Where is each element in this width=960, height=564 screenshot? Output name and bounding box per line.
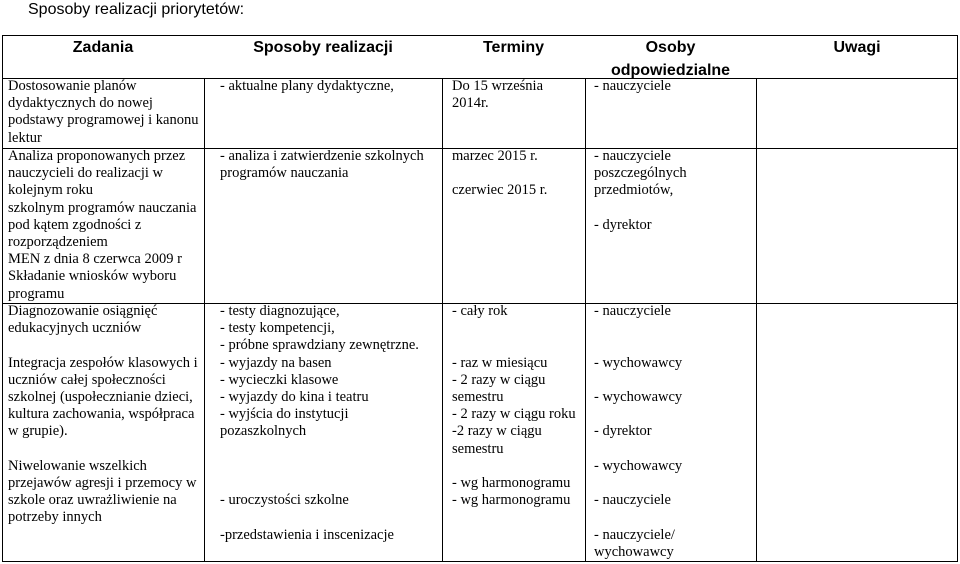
header-uwagi: Uwagi [833, 39, 881, 56]
header-zadania: Zadania [72, 39, 134, 56]
column-divider [585, 78, 586, 562]
table-row-1-zadania: Dostosowanie planów dydaktycznych do nowej podstawy programowej i kanonu lektur [8, 78, 199, 146]
table-row-1-sposoby: - aktualne plany dydaktyczne, [220, 78, 394, 94]
table-row-1-osoby: - nauczyciele [594, 78, 671, 94]
header-terminy: Terminy [482, 39, 545, 56]
table-row-3-sposoby: - testy diagnozujące, - testy kompetencji, - próbne sprawdziany zewnętrzne. - wyjazdy na basen - wycieczki klasowe - wyjazdy do kina i teatru - wyjścia do instytucji pozaszkolnych - uroczystości szkolne -przedstawienia i inscenizacje [220, 303, 419, 543]
table-row-2-osoby: - nauczyciele poszczególnych przedmiotów, - dyrektor [594, 148, 687, 233]
column-divider [204, 78, 205, 562]
table-row-3-terminy: - cały rok - raz w miesiącu - 2 razy w ciągu semestru - 2 razy w ciągu roku -2 razy w ciągu semestru - wg harmonogramu - wg harmonogramu [452, 303, 576, 509]
table-row-2-zadania: Analiza proponowanych przez nauczycieli do realizacji w kolejnym roku szkolnym programów nauczania pod kątem zgodności z rozporządzeniem MEN z dnia 8 czerwca 2009 r Składanie wniosków wyboru programu [8, 148, 197, 302]
header-sposoby-realizacji: Sposoby realizacji [253, 39, 393, 56]
table-row-2-sposoby: - analiza i zatwierdzenie szkolnych programów nauczania [220, 148, 424, 182]
column-divider [756, 78, 757, 562]
table-row-3-osoby: - nauczyciele - wychowawcy - wychowawcy - dyrektor - wychowawcy - nauczyciele - nauczyciele/ wychowawcy [594, 303, 683, 560]
table-row-3-zadania: Diagnozowanie osiągnięć edukacyjnych uczniów Integracja zespołów klasowych i uczniów całej społeczności szkolnej (uspołecznianie dzieci, kultura zachowania, współpraca w grupie). Niwelowanie wszelkich przejawów agresji i przemocy w szkole oraz uwrażliwienie na potrzeby innych [8, 303, 198, 526]
table-row-1-terminy: Do 15 września 2014r. [452, 78, 544, 112]
table-row-2-terminy: marzec 2015 r. czerwiec 2015 r. [452, 148, 548, 199]
column-divider [442, 78, 443, 562]
page-title: Sposoby realizacji priorytetów: [28, 1, 245, 18]
header-osoby-odpowiedzialne: Osoby odpowiedzialne [610, 39, 731, 79]
